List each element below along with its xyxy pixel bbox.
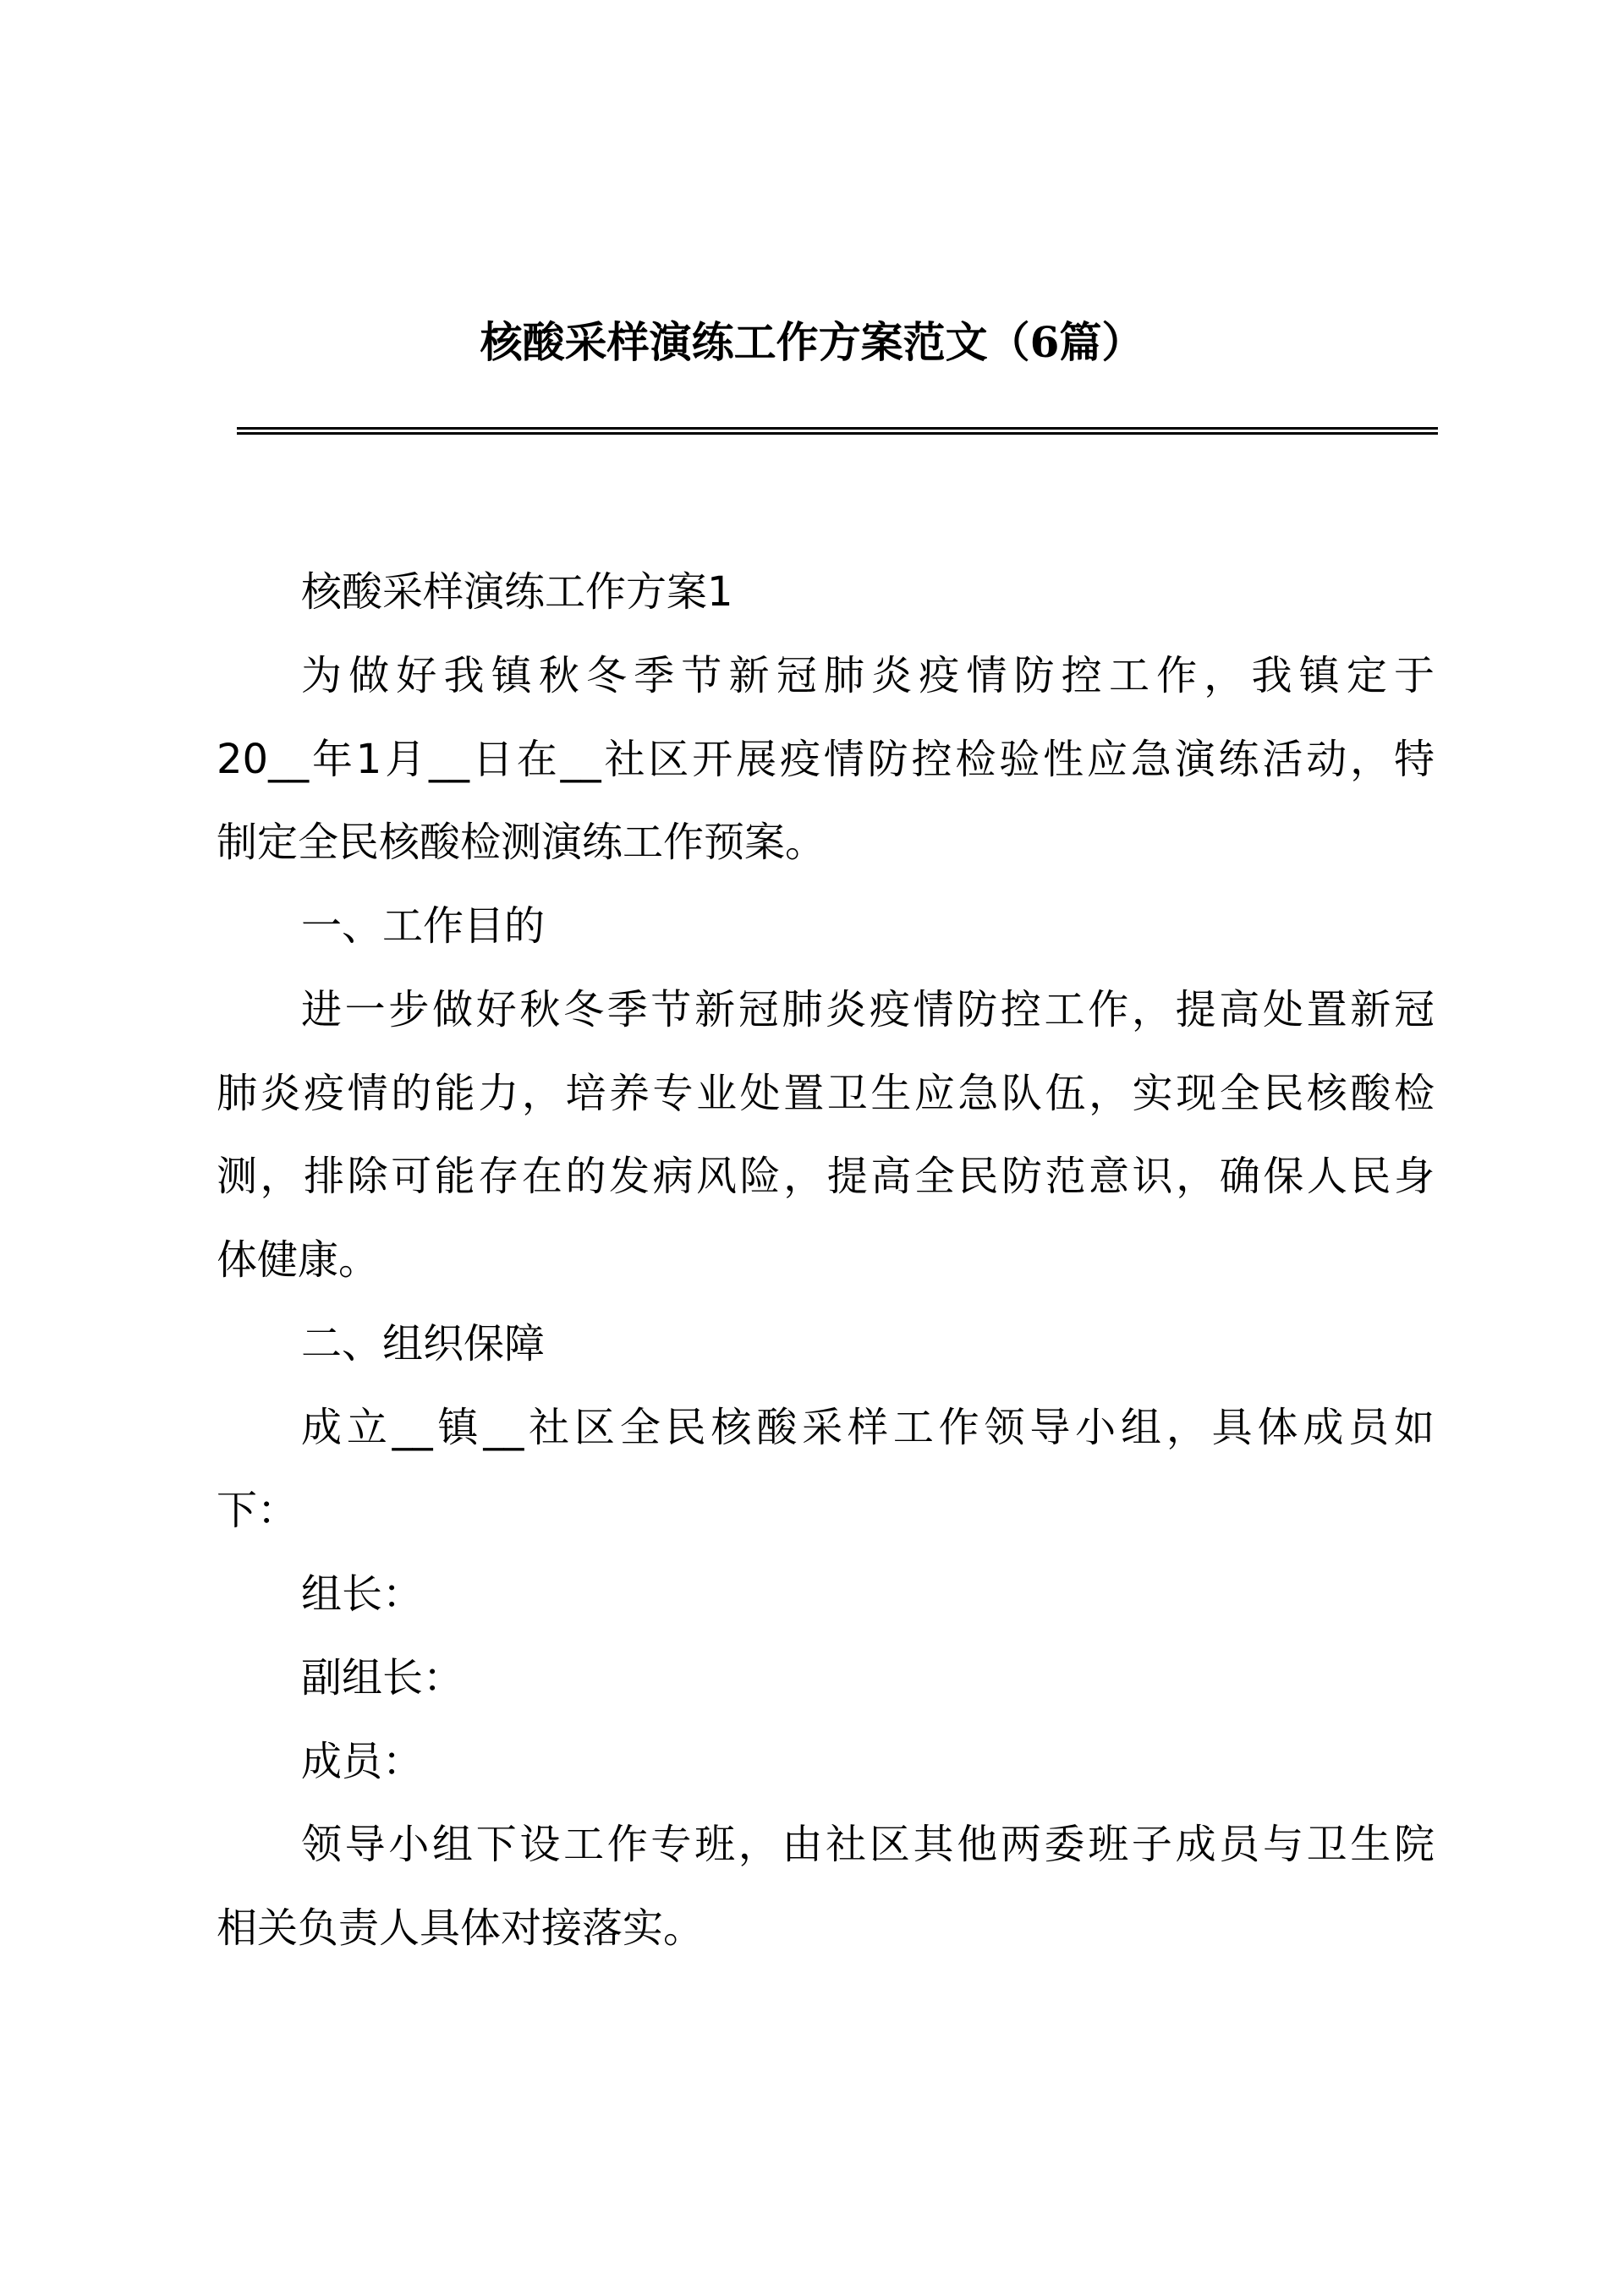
paragraph-line: 领导小组下设工作专班，由社区其他两委班子成员与卫生院 bbox=[301, 1821, 1435, 1869]
members-line: 成员： bbox=[301, 1737, 424, 1785]
section-heading-purpose: 一、工作目的 bbox=[301, 902, 546, 950]
paragraph-line: 相关负责人具体对接落实。 bbox=[217, 1904, 705, 1952]
paragraph-line: 下： bbox=[217, 1487, 299, 1535]
paragraph-line: 制定全民核酸检测演练工作预案。 bbox=[217, 819, 826, 867]
section-heading-plan-1: 核酸采样演练工作方案1 bbox=[301, 568, 733, 616]
team-leader-line: 组长： bbox=[301, 1570, 424, 1618]
paragraph-line: 为做好我镇秋冬季节新冠肺炎疫情防控工作，我镇定于 bbox=[301, 651, 1435, 699]
document-body bbox=[217, 551, 1435, 1970]
paragraph-line: 进一步做好秋冬季节新冠肺炎疫情防控工作，提高处置新冠 bbox=[301, 985, 1435, 1033]
paragraph-line: 测，排除可能存在的发病风险，提高全民防范意识，确保人民身 bbox=[217, 1153, 1435, 1201]
paragraph-line: 肺炎疫情的能力，培养专业处置卫生应急队伍，实现全民核酸检 bbox=[217, 1069, 1435, 1117]
paragraph-line: 成立__镇__社区全民核酸采样工作领导小组，具体成员如 bbox=[301, 1403, 1435, 1451]
paragraph-line: 体健康。 bbox=[217, 1236, 380, 1284]
deputy-leader-line: 副组长： bbox=[301, 1653, 464, 1701]
section-heading-organization: 二、组织保障 bbox=[301, 1319, 546, 1367]
paragraph-line: 20__年1月__日在__社区开展疫情防控检验性应急演练活动，特 bbox=[217, 735, 1435, 783]
title-double-rule bbox=[237, 427, 1438, 435]
document-title: 核酸采样演练工作方案范文（6篇） bbox=[480, 317, 1144, 367]
